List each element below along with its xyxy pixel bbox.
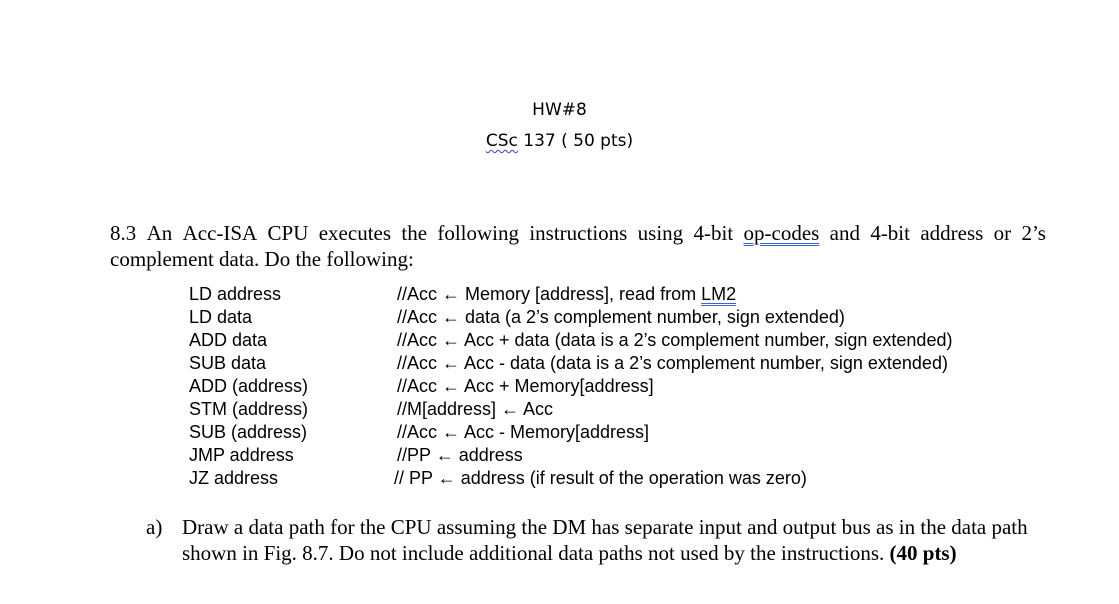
instruction-comment [397,352,948,375]
problem-word: following [437,221,520,245]
instruction-comment-text: // PP ← address (if result of the operation was zero) [394,468,807,488]
problem-word: op-codes [743,221,820,245]
instruction-comment-text: //PP ← address [397,445,523,465]
instruction-comment [394,467,807,490]
instruction-comment [397,283,736,306]
problem-word: the [401,221,428,245]
instruction-opcode: ADD (address) [189,376,309,396]
part-a-text [182,514,1046,566]
instruction-comment [397,375,654,398]
problem-word: 4-bit [870,221,910,245]
homework-title: HW#8 [532,100,587,120]
instruction-comment-text: //Acc ← Memory [address], read from [397,284,702,304]
instruction-comment-link: LM2 [701,284,737,304]
instruction-comment-text: //Acc ← Acc - data (data is a 2’s complement number, sign extended) [397,353,948,373]
part-a-body: Draw a data path for the CPU assuming the DM has separate input and output bus as in the data path shown in Fig. 8.7. Do not include additional data paths not used by the instructions. [182,515,1028,565]
problem-word: An [146,221,173,245]
instruction-comment [397,306,845,329]
course-code: CSc [485,131,518,151]
instruction-comment [397,444,523,467]
course-line [0,131,1119,151]
instruction-opcode: LD address [189,284,282,304]
problem-word: instructions [529,221,628,245]
instruction-opcode: SUB data [189,353,267,373]
problem-word: 8.3 [110,221,137,245]
instruction-opcode: ADD data [189,330,268,350]
instruction-comment [397,329,952,352]
instruction-opcode: STM (address) [189,399,309,419]
instruction-opcode: SUB (address) [189,422,308,442]
instruction-opcode: JZ address [189,468,279,488]
problem-word: and [829,221,860,245]
problem-line-1 [110,220,1046,246]
course-points: 137 ( 50 pts) [517,131,634,151]
problem-word: 4-bit [693,221,734,245]
part-a-points: (40 pts) [889,541,957,565]
part-a-label: a) [146,515,163,539]
instruction-comment [397,398,553,421]
problem-word: address [920,221,984,245]
problem-word: using [637,221,684,245]
instruction-comment [397,421,649,444]
instruction-comment-text: //M[address] ← Acc [397,399,554,419]
instruction-opcode: JMP address [189,445,294,465]
problem-word: CPU [267,221,309,245]
problem-word: Acc-ISA [182,221,258,245]
instruction-comment-text: //Acc ← Acc + data (data is a 2’s complement number, sign extended) [397,330,953,350]
instruction-comment-text: //Acc ← data (a 2’s complement number, sign extended) [397,307,845,327]
problem-word: 2’s [1021,221,1046,245]
instruction-comment-text: //Acc ← Acc + Memory[address] [397,376,654,396]
problem-line-2: complement data. Do the following: [110,247,414,271]
problem-word: executes [318,221,392,245]
instruction-opcode: LD data [189,307,253,327]
problem-statement [110,220,1046,272]
instruction-comment-text: //Acc ← Acc - Memory[address] [397,422,650,442]
problem-word: or [993,221,1012,245]
